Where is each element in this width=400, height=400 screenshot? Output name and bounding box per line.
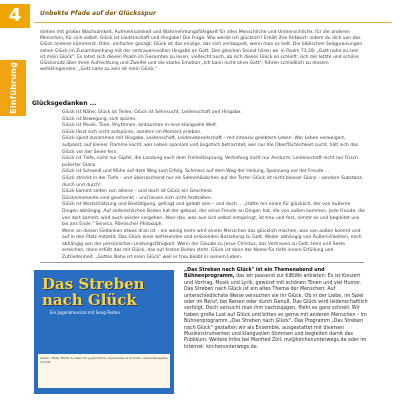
book-description-body: das wir passend zur KiBiWo anbieten: Es ist Konzert und Vortrag, Musik und Lyrik, gewürzt mit schönen Tönen und viel Humor. Das Streben nach Glück ist ein altes Thema der Menschen: Auf unterschiedlichste Weise versuchen sie ihr Glück. Ob in der Liebe, im Spiel oder im Beruf, bei Reisen oder durch Genuß. Das Glück wird leidenschaftlich verfolgt. Doch versucht man ihm nachzujagen, flieht es ganz schnell. Wir haben große Lust auf Glück und bitten es gerne mit anderen Menschen – im Bühnenprogramm „Das Streben nach Glück". Das Programm „Das Streben nach Glück" gestalten wir als Ensemble, ausgestattet mit diversen Musikinstrumenten und klangvollen Stimmen und begleiten damit das Publikum. Weitere Infos bei Manfred Zoll, mz@kirchenunterwegs.de oder im Internet: kirchenunterwegs.de. bbox=[184, 274, 368, 350]
book-cover-image bbox=[34, 270, 174, 394]
book-description-title: „Das Streben nach Glück" ist ein Themenabend und Bühnenprogramm, bbox=[184, 268, 325, 280]
list-item: Glück ist Bewegung, sich spüren. bbox=[62, 116, 137, 122]
list-item: Glück spielt zusammen mit Hingabe, Leidenschaft, Leidensbereitschaft – mit intensiv gelebtem Leben. Wer Leben verweigert, aufpasst, auf kleiner Flamme kocht, wer Leben sparsam und ängstlich betrachtet, wer nur die Oberflächlichkeit sucht, hält sich das Glück vor der Seele fern. bbox=[62, 136, 359, 155]
page-number: 4 bbox=[0, 4, 30, 28]
section-divider bbox=[40, 262, 364, 263]
list-heading: Glücksgedanken ... bbox=[32, 100, 97, 107]
section-tab bbox=[0, 60, 26, 116]
header-divider bbox=[34, 22, 392, 23]
list-item: Glück ist Schweiß und Mühe auf dem Weg zum Erfolg, Schmerz auf dem Weg der Heilung, Spannung vor der Freude ... bbox=[62, 169, 330, 175]
list-item: Glück kommt selten von alleine – und doch ist Glück ein Geschenk. bbox=[62, 189, 214, 195]
list-item: Wenn an diesen Gedanken etwas dran ist – ein wenig mehr wird einem Menschen das glücklich machen, was von außen kommt und auf in den Platz mitzeht. Das Glück einer befreienden und erlösenden Beziehung zu Gott. Weder abhängig von Äußerlichkeiten, noch abhängig von der persönlichen Leistungsfähigkeit. Wenn der Glaube zu Jesus Christus, das Vertrauen zu Gott. Herz und Seele erreichen, dann erfüllt das mit Glück, das auf festen Boden steht. Glück ist dann der Name für tiefe innere Erfüllung und Zufriedenheit. „Gottes Nahe ist mein Glück" weil er treu bleibt in seinem Leben. bbox=[62, 228, 362, 261]
thoughts-list bbox=[62, 110, 366, 262]
book-description bbox=[184, 268, 370, 351]
cover-subtitle: Ein Jugendmusical mit Song-Texten bbox=[50, 310, 120, 315]
cover-title: Das Streben nach Glück bbox=[42, 275, 145, 309]
list-item: Glück ist Musik, Töne, Rhythmen, eintauchen in eine klangvolle Welt. bbox=[62, 123, 218, 129]
page-header bbox=[0, 0, 400, 28]
list-item: Glück ist Tiefe, nicht nur Gipfel, die Landung nach dem Freiheitssprung, Vertiefung nicht nur Ansturm; Leidenschaft nicht nur Frisch polierter Glanz. bbox=[62, 156, 358, 168]
list-item: Glücksmomente sind geschenkt – und lassen sich nicht festhalten. bbox=[62, 195, 213, 201]
list-item: Glück lässt sich nicht aufspüren, sondern im Moment erleben. bbox=[62, 129, 202, 135]
list-item: Glück ist Wertschätzung und Bestätigung, gefragt und gelebt sein – und doch ... „Hätte mir einen für glücklich, der von äußeren Dingen abhängig. Auf zerbrechlichen Boden hat der gebaut, der seine Freude an Dingen hat, die von außen kommen. Jede Freude, die von dort kommt, wird auch wieder vergehen. Aber das, was aus sich selbst entspringt, ist treu und fest, nimmt es und begleitet uns bis ans Ende." Seneca, Römischer Philosoph. bbox=[62, 202, 365, 228]
running-head: Unbekte Pfade auf der Glücksspur bbox=[40, 10, 156, 17]
cover-blurb: Lieder, Texte, Bilder & Ideen für Jugendliche, Gemeinden & Schulen. Gesamtausgabe mit CD. bbox=[38, 354, 170, 388]
list-item: Glück ist Nähe; Glück ist Teilen; Glück ist Sehnsucht, Leidenschaft und Hingabe. bbox=[62, 110, 242, 115]
intro-paragraph: stehen mit großer Wachsamkeit, Aufmerksamkeit und Wahrnehmungsfähigkeit für alles Menschliche und Unmenschliche, für die anderen Menschen, für sich selbst. Glück ist Leidenschaft und Hingabe! Die Frage: Wie werde ich glücklich? Erhält ihre Antwort: indem du dich von das Glück anderer kümmerst. Oder, einfacher gesagt: Glück ist das einzige, das sich verdoppelt, wenn man es teilt. Die biblischen Seligpreisungen sehen Glück im Zusammenhang mit der vertrauensvollen Hingabe an Gott. Den gleichen Sound hören wir in Psalm 73,28: „Gott nahe zu sein ist mein Glück". Es lohnt sich diesen Psalm im Gesamten zu lesen, vielleicht auch, ob sich dieses Glück so schleift: sich der letzte und schöne Glücksnutz über ihren Aufrechtung und Zweifel und die starke Emotion „Ich kann nicht ohne Gott"; führen schließlich zu diesem wohlklingenden: „Gott nahe zu sein ist mein Glück." bbox=[40, 30, 363, 73]
list-item: Glück streckt in der Tiefe – und überraschend nur als Sahnehäubchen auf der Torte! Glück ist nicht blasser Glanz – sondern Substanz, durch und durch! bbox=[62, 175, 364, 188]
section-tab-label: Einführung bbox=[8, 62, 18, 114]
